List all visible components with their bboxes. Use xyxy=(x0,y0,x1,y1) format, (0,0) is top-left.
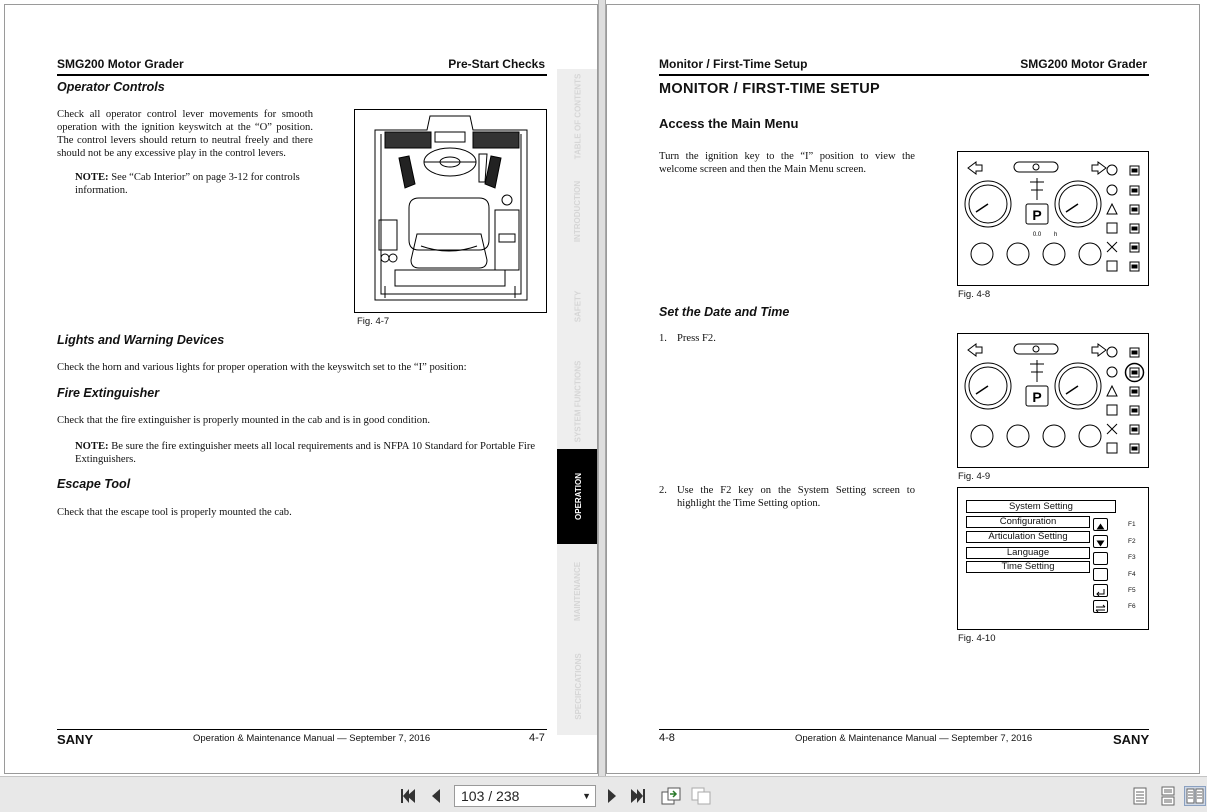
two-page-icon[interactable] xyxy=(1184,786,1206,806)
step-1-number: 1. xyxy=(659,333,667,344)
tab-safety[interactable]: SAFETY xyxy=(573,290,583,323)
note-label: NOTE: xyxy=(75,441,109,452)
page-gap xyxy=(598,0,606,776)
section-title-escape-tool: Escape Tool xyxy=(57,477,131,491)
access-main-menu-text: Turn the ignition key to the “I” position to view the welcome screen and then the Main Menu screen. xyxy=(659,151,915,175)
monitor-display-diagram xyxy=(958,152,1148,285)
park-symbol: P xyxy=(1032,389,1042,405)
header-right: SMG200 Motor Grader xyxy=(1020,57,1147,71)
footer-rule xyxy=(659,729,1149,730)
down-arrow-icon xyxy=(1093,535,1108,548)
fit-width-icon[interactable] xyxy=(690,786,710,806)
step-2-text: Use the F2 key on the System Setting screen to highlight the Time Setting option. xyxy=(677,485,915,509)
escape-tool-text: Check that the escape tool is properly mounted the cab. xyxy=(57,507,292,518)
blank-key-icon xyxy=(1093,552,1108,565)
system-setting-title: System Setting xyxy=(966,500,1116,513)
header-rule xyxy=(57,74,547,76)
hour-unit: h xyxy=(1054,232,1058,238)
continuous-page-icon[interactable] xyxy=(1158,786,1178,806)
footer-page-number: 4-8 xyxy=(659,732,675,744)
section-title-access-main-menu: Access the Main Menu xyxy=(659,116,799,131)
first-page-icon[interactable] xyxy=(398,786,418,806)
footer-brand: SANY xyxy=(57,732,94,747)
enter-icon xyxy=(1093,584,1108,597)
figure-caption-4-7: Fig. 4-7 xyxy=(357,316,390,327)
section-title-operator-controls: Operator Controls xyxy=(57,80,165,94)
figure-caption-4-8: Fig. 4-8 xyxy=(958,289,991,300)
chevron-down-icon[interactable]: ▼ xyxy=(582,791,591,801)
menu-item-language: Language xyxy=(966,547,1090,559)
note-text: Be sure the fire extinguisher meets all local requirements and is NFPA 10 Standard for Portable Fire Extinguishers. xyxy=(75,441,536,465)
fkey-label-f5: F5 xyxy=(1128,587,1136,594)
fkey-label-f2: F2 xyxy=(1128,538,1136,545)
hour-readout: 0.0 xyxy=(1032,232,1042,238)
blank-key-icon xyxy=(1093,568,1108,581)
fit-page-icon[interactable] xyxy=(660,786,680,806)
monitor-press-f2-figure xyxy=(957,333,1149,468)
step-1-text: Press F2. xyxy=(677,333,716,344)
note-text: See “Cab Interior” on page 3-12 for controls information. xyxy=(75,172,300,196)
fkey-label-f1: F1 xyxy=(1128,521,1136,528)
menu-item-articulation-setting: Articulation Setting xyxy=(966,531,1090,543)
lights-text: Check the horn and various lights for proper operation with the keyswitch set to the “I” position: xyxy=(57,362,467,373)
note-label: NOTE: xyxy=(75,172,109,183)
fire-extinguisher-text: Check that the fire extinguisher is properly mounted in the cab and is in good condition. xyxy=(57,415,431,426)
tab-system-functions[interactable]: SYSTEM FUNCTIONS xyxy=(573,360,583,443)
section-title-date-time: Set the Date and Time xyxy=(659,305,790,319)
viewer-toolbar xyxy=(0,776,1207,812)
cab-diagram xyxy=(355,110,546,312)
header-rule xyxy=(659,74,1149,76)
fkey-label-f4: F4 xyxy=(1128,571,1136,578)
tab-operation[interactable]: OPERATION xyxy=(557,449,598,544)
figure-caption-4-9: Fig. 4-9 xyxy=(958,471,991,482)
header-right: Pre-Start Checks xyxy=(448,57,545,71)
step-2-number: 2. xyxy=(659,485,667,496)
menu-item-configuration: Configuration xyxy=(966,516,1090,528)
page-number-field[interactable] xyxy=(454,785,596,807)
fire-extinguisher-note xyxy=(75,440,547,466)
section-title-fire-extinguisher: Fire Extinguisher xyxy=(57,386,160,400)
footer-center: Operation & Maintenance Manual — September 7, 2016 xyxy=(193,733,431,744)
next-page-icon[interactable] xyxy=(602,786,622,806)
monitor-display-diagram-f2 xyxy=(958,334,1148,467)
footer-center: Operation & Maintenance Manual — September 7, 2016 xyxy=(795,733,1033,744)
operator-controls-note xyxy=(75,171,313,197)
tab-introduction[interactable]: INTRODUCTION xyxy=(573,180,583,243)
section-title-lights: Lights and Warning Devices xyxy=(57,333,225,347)
fkey-label-f3: F3 xyxy=(1128,554,1136,561)
footer-brand: SANY xyxy=(1113,732,1150,747)
tab-table-of-contents[interactable]: TABLE OF CONTENTS xyxy=(573,73,583,160)
operator-controls-text: Check all operator control lever movements for smooth operation with the ignition keyswitch at the “O” position. The control levers should return to neutral freely and there should not be any excessive play in the control levers. xyxy=(57,109,313,159)
menu-item-time-setting: Time Setting xyxy=(966,561,1090,573)
park-symbol: P xyxy=(1032,207,1042,223)
page-number-display: 103 / 238 xyxy=(461,788,520,804)
page-title: MONITOR / FIRST-TIME SETUP xyxy=(659,81,881,97)
prev-page-icon[interactable] xyxy=(426,786,446,806)
page-4-8 xyxy=(606,4,1200,774)
last-page-icon[interactable] xyxy=(628,786,648,806)
system-setting-figure xyxy=(957,487,1149,630)
chapter-tabs xyxy=(557,69,598,735)
cab-interior-figure xyxy=(354,109,547,313)
tab-maintenance[interactable]: MAINTENANCE xyxy=(573,561,583,622)
monitor-main-menu-figure xyxy=(957,151,1149,286)
single-page-icon[interactable] xyxy=(1130,786,1150,806)
tab-specifications[interactable]: SPECIFICATIONS xyxy=(573,653,583,720)
footer-page-number: 4-7 xyxy=(529,732,545,744)
figure-caption-4-10: Fig. 4-10 xyxy=(958,633,996,644)
header-left: Monitor / First-Time Setup xyxy=(659,57,808,71)
header-left: SMG200 Motor Grader xyxy=(57,57,184,71)
page-4-7 xyxy=(4,4,598,774)
footer-rule xyxy=(57,729,547,730)
back-icon xyxy=(1093,600,1108,613)
up-arrow-icon xyxy=(1093,518,1108,531)
fkey-label-f6: F6 xyxy=(1128,603,1136,610)
